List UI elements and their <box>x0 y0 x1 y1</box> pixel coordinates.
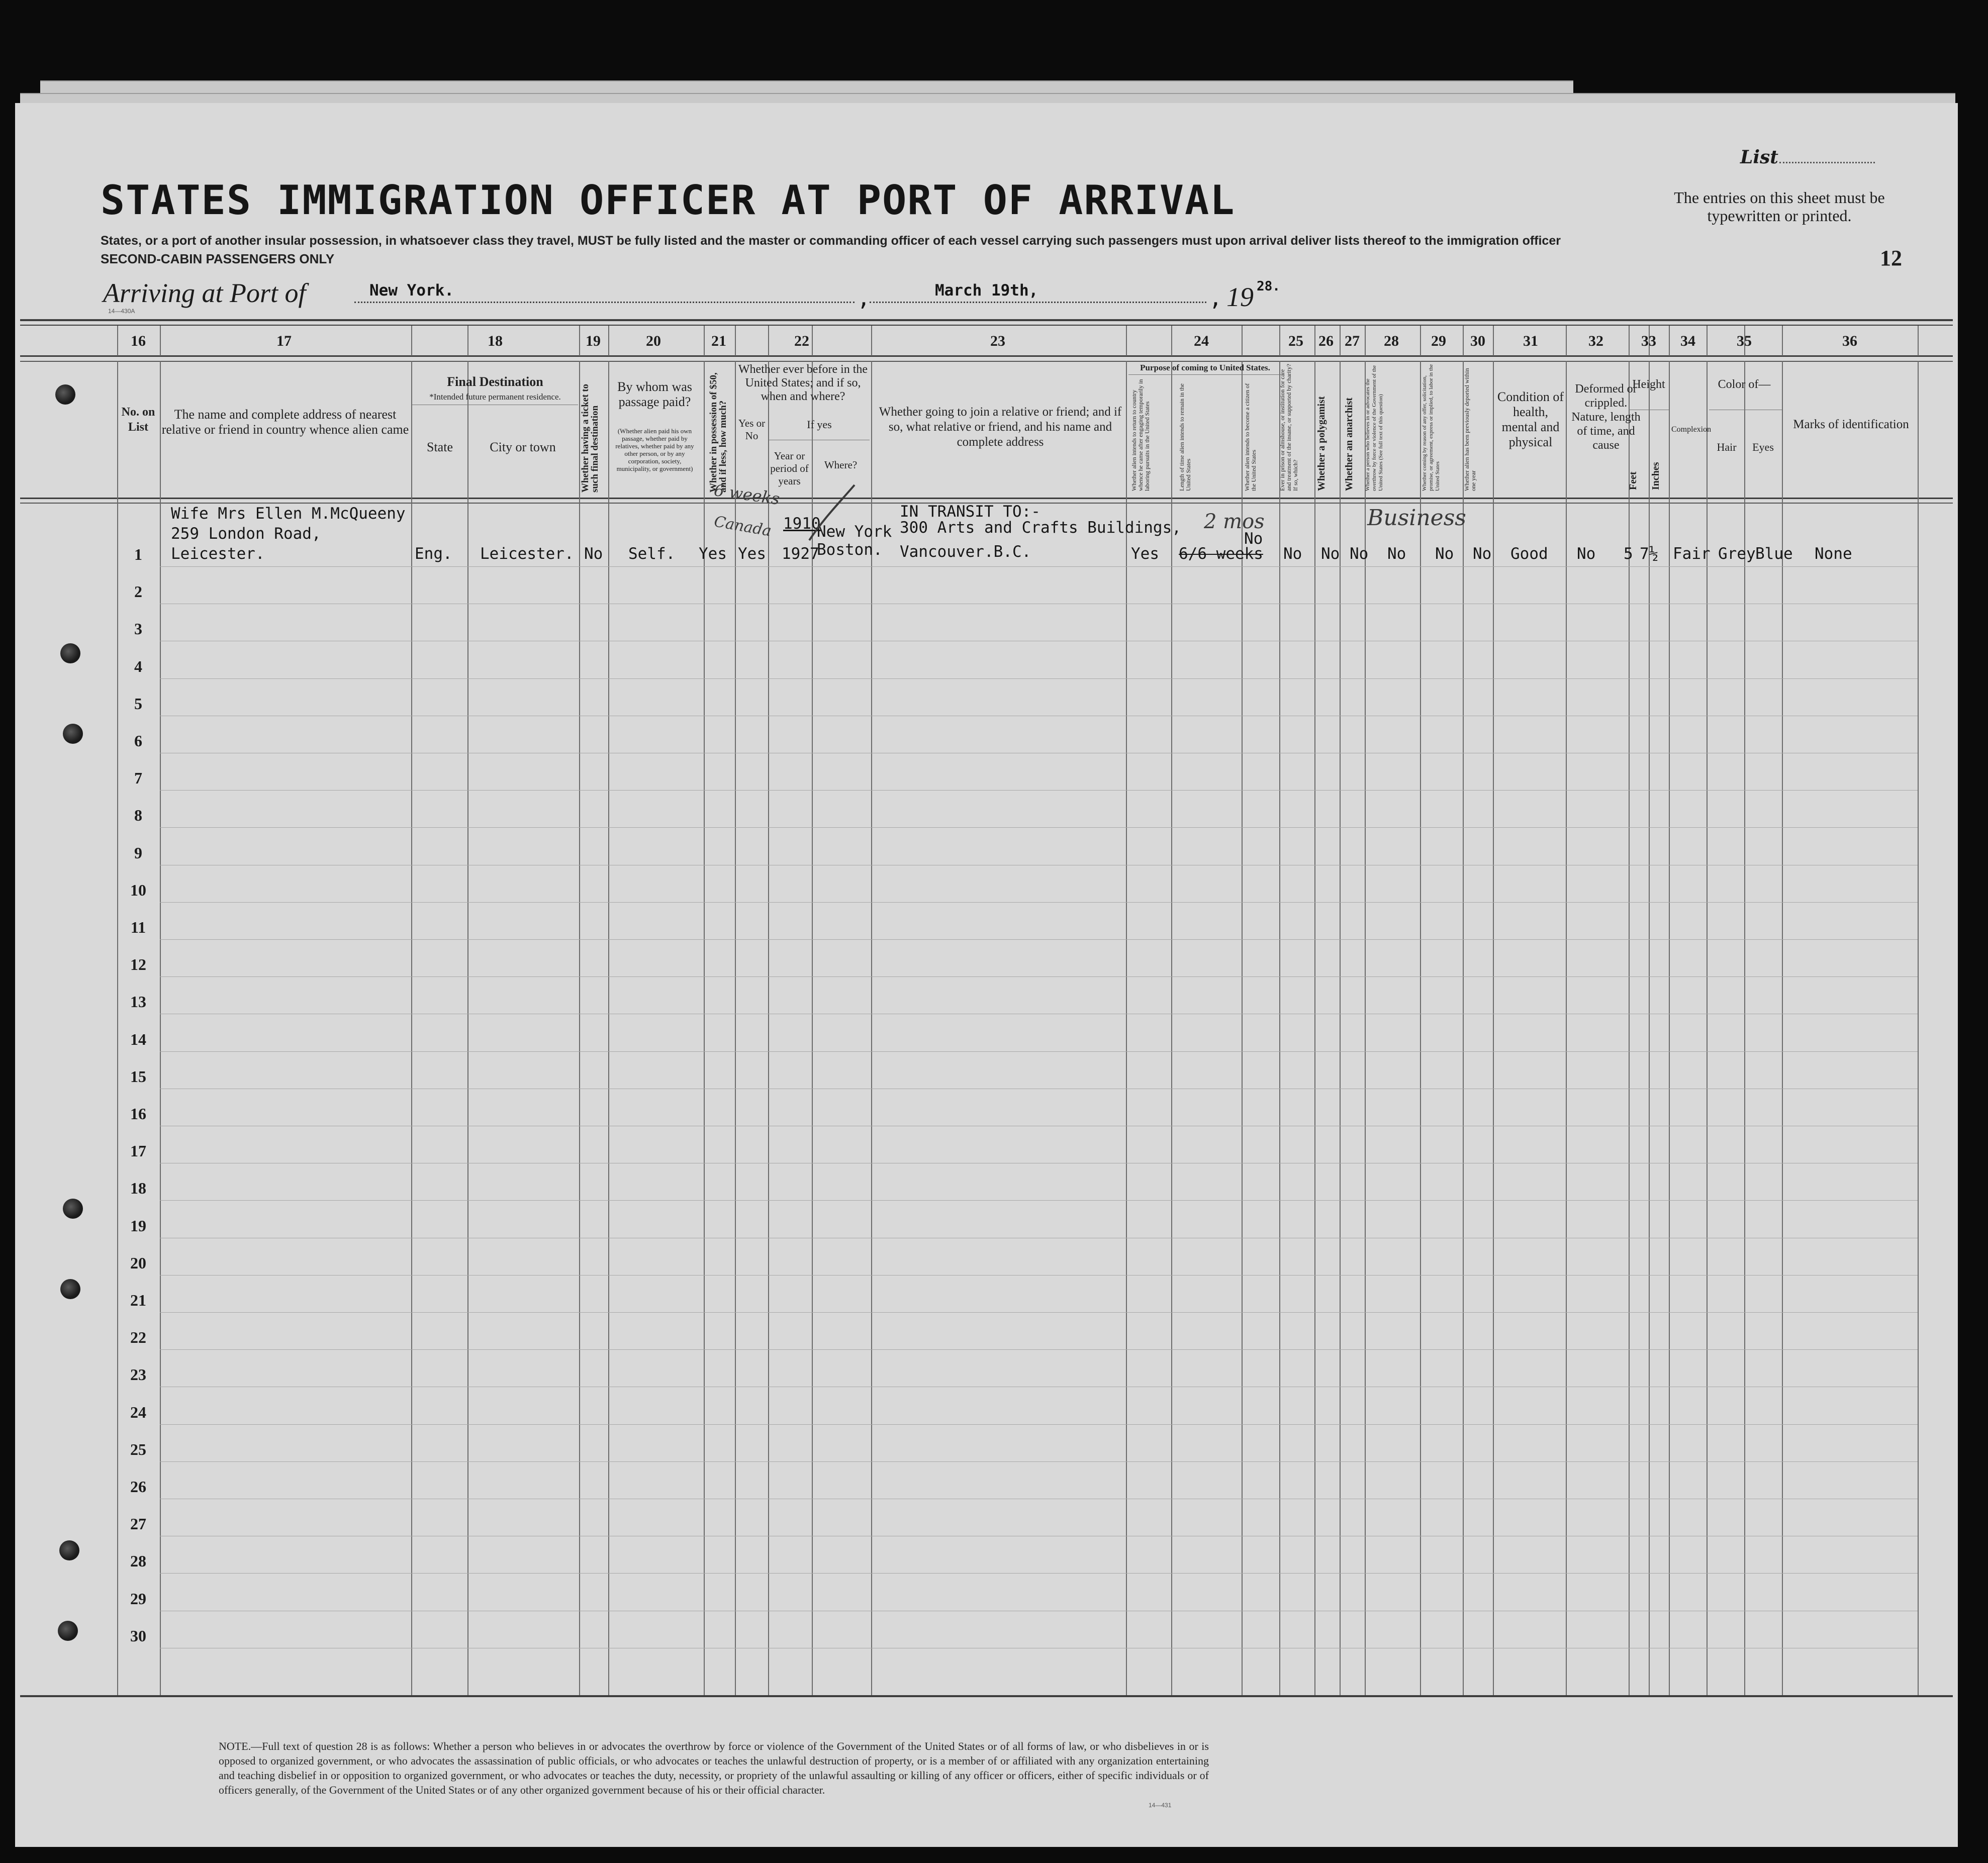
form-number-bottom: 14—431 <box>1149 1802 1172 1809</box>
row-number: 29 <box>130 1589 146 1608</box>
purpose-return-value: Yes <box>1131 545 1159 563</box>
header-c33: Height <box>1632 378 1665 391</box>
row-number: 6 <box>134 732 142 750</box>
c29-value: No <box>1435 545 1454 563</box>
top-rule <box>20 319 1953 321</box>
column-divider <box>735 361 736 1695</box>
column-divider <box>1566 361 1567 1695</box>
c30-value: No <box>1473 545 1492 563</box>
row-number: 15 <box>130 1067 146 1086</box>
class-line: SECOND-CABIN PASSENGERS ONLY <box>101 251 335 266</box>
joining-line-1: IN TRANSIT TO:- <box>900 503 1040 521</box>
c26-value: No <box>1321 545 1340 563</box>
relative-line-1: Wife Mrs Ellen M.McQueeny <box>171 505 406 523</box>
row-number: 23 <box>130 1365 146 1384</box>
complexion-value: Fair <box>1673 545 1711 563</box>
column-number: 26 <box>1318 333 1334 349</box>
header-state: State <box>427 440 453 454</box>
row-number: 20 <box>130 1253 146 1272</box>
list-label: List <box>1740 147 1778 168</box>
binder-hole <box>58 1621 78 1641</box>
purpose-rule <box>1128 374 1282 375</box>
binder-hole <box>55 384 75 405</box>
binder-hole <box>63 724 83 744</box>
relative-line-3: Leicester. <box>171 545 265 563</box>
header-purpose-return: Whether alien intends to return to country whence he came after engaging temporarily in laboring pursuits in the United States <box>1130 379 1151 491</box>
colnum-rule <box>20 355 1953 357</box>
colnum-divider <box>608 326 609 356</box>
health-value: Good <box>1510 545 1548 563</box>
row-number: 11 <box>130 918 146 936</box>
port-field-line <box>354 302 855 303</box>
header-no-on-list: No. on List <box>121 406 155 434</box>
colnum-divider <box>1669 326 1670 356</box>
date-field-line <box>870 302 1206 303</box>
column-number: 22 <box>794 333 809 349</box>
row-number: 30 <box>130 1626 146 1645</box>
colnum-divider <box>1493 326 1494 356</box>
colnum-divider <box>735 326 736 356</box>
header-c35: Color of— <box>1718 378 1771 391</box>
column-number: 23 <box>990 333 1005 349</box>
row-divider <box>160 1275 1918 1276</box>
row-divider <box>160 976 1918 977</box>
row-divider <box>160 1461 1918 1462</box>
row-number: 22 <box>130 1328 146 1347</box>
purpose-length-value: 6/6 weeks <box>1179 545 1263 563</box>
ticket-value: No <box>584 545 603 563</box>
header-c34: Complexion <box>1671 425 1712 434</box>
column-divider <box>1493 361 1494 1695</box>
colnum-divider <box>1918 326 1919 356</box>
column-divider <box>1420 361 1421 1695</box>
manifest-sheet <box>15 103 1958 1847</box>
relative-line-2: 259 London Road, <box>171 525 321 543</box>
colnum-divider <box>1782 326 1783 356</box>
column-number: 31 <box>1523 333 1538 349</box>
row-number: 1 <box>134 545 142 563</box>
c27-value: No <box>1350 545 1369 563</box>
column-number: 21 <box>711 333 726 349</box>
colnum-divider <box>1340 326 1341 356</box>
colnum-divider <box>1126 326 1127 356</box>
form-number-top: 14—430A <box>108 308 135 315</box>
deformed-value: No <box>1577 545 1596 563</box>
colnum-divider <box>704 326 705 356</box>
header-final-destination: Final Destination <box>447 374 543 389</box>
column-number: 30 <box>1470 333 1485 349</box>
column-number: 20 <box>646 333 661 349</box>
column-number: 28 <box>1384 333 1399 349</box>
c25-value: No <box>1283 545 1302 563</box>
list-number-field <box>1779 162 1875 163</box>
purpose-citizen-value: No <box>1244 530 1263 548</box>
row-number: 25 <box>130 1440 146 1458</box>
header-joining: Whether going to join a relative or friend; and if so, what relative or friend, and his name and complete address <box>879 405 1122 449</box>
eyes-value: Blue <box>1755 545 1793 563</box>
colnum-divider <box>1279 326 1280 356</box>
header-c25: Ever in prison or almshouse, or institution for care and treatment of the insane, or supported by charity? If so, which? <box>1279 364 1299 491</box>
handwritten-business: Business <box>1367 505 1466 531</box>
column-divider <box>1669 361 1670 1695</box>
column-divider <box>579 361 580 1695</box>
header-bottom-rule <box>20 498 1953 499</box>
row-divider <box>160 566 1918 567</box>
row-divider <box>160 1200 1918 1201</box>
row-number: 24 <box>130 1403 146 1421</box>
header-subtitle: States, or a port of another insular possession, in whatsoever class they travel, MUST be fully listed and the master or commanding officer of each vessel carrying such passengers must upon arrival deliver lists thereof to the immigration officer <box>101 234 1561 248</box>
row-divider <box>160 1349 1918 1350</box>
row-number: 13 <box>130 993 146 1011</box>
row-number: 19 <box>130 1216 146 1235</box>
where-2-value: Boston. <box>817 541 883 559</box>
column-divider <box>1918 361 1919 1695</box>
header-c31: Condition of health, mental and physical <box>1497 389 1564 449</box>
passage-value: Self. <box>628 545 676 563</box>
year-2-value: 1927 <box>782 545 819 563</box>
colnum-rule-2 <box>20 361 1953 362</box>
comma-mark: , <box>1209 285 1222 311</box>
row-divider <box>160 1424 1918 1425</box>
binder-hole <box>59 1540 79 1560</box>
arriving-label: Arriving at Port of <box>103 278 306 308</box>
row-number: 28 <box>130 1552 146 1571</box>
header-c28: Whether a person who believes in or advocates the overthrow by force or violence of the Government of the United States (See full text of this question) <box>1365 365 1384 491</box>
header-c29: Whether coming by reason of any offer, solicitation, promise, or agreement, express or implied, to labor in the United States <box>1422 364 1441 491</box>
row-number: 17 <box>130 1142 146 1160</box>
header-c33-inches: Inches <box>1650 462 1661 490</box>
header-passage-note: (Whether alien paid his own passage, whether paid by relatives, whether paid by any other person, or by any corporation, society, municipality, or government) <box>615 427 694 472</box>
where-1-value: New York <box>817 523 892 541</box>
colnum-divider <box>1242 326 1243 356</box>
column-divider <box>1171 361 1172 1695</box>
year-1-value: 1910 <box>783 515 821 533</box>
column-number: 19 <box>586 333 601 349</box>
colnum-divider <box>768 326 769 356</box>
colnum-divider <box>1566 326 1567 356</box>
colnum-divider <box>411 326 412 356</box>
header-c30: Whether alien has been previously deported within one year <box>1463 368 1477 491</box>
header-before-us: Whether ever before in the United States; and if so, when and where? <box>738 363 868 403</box>
hair-value: Grey <box>1718 545 1756 563</box>
date-value: March 19th, <box>935 281 1038 300</box>
column-number: 16 <box>131 333 146 349</box>
comma-mark: , <box>857 285 871 311</box>
header-c27: Whether an anarchist <box>1344 398 1355 491</box>
handwritten-canada: Canada <box>712 513 773 540</box>
header-relative: The name and complete address of nearest relative or friend in country whence alien came <box>161 407 409 437</box>
row-number: 26 <box>130 1478 146 1496</box>
joining-line-3: Vancouver.B.C. <box>900 543 1031 561</box>
header-purpose-length: Length of time alien intends to remain in the United States <box>1178 383 1192 491</box>
header-if-yes: If yes <box>807 418 832 431</box>
header-purpose: Purpose of coming to United States. <box>1140 363 1270 372</box>
column-number: 27 <box>1345 333 1360 349</box>
column-divider <box>1463 361 1464 1695</box>
header-final-destination-note: *Intended future permanent residence. <box>429 392 561 402</box>
column-number: 36 <box>1842 333 1857 349</box>
header-c35-hair: Hair <box>1717 441 1737 453</box>
column-divider <box>608 361 609 1695</box>
inches-value: 7½ <box>1640 545 1659 563</box>
row-divider <box>160 790 1918 791</box>
row-divider <box>160 827 1918 828</box>
colnum-divider <box>1463 326 1464 356</box>
header-c26: Whether a polygamist <box>1316 396 1327 491</box>
header-city: City or town <box>490 440 556 454</box>
colnum-divider <box>812 326 813 356</box>
binder-hole <box>60 643 80 663</box>
row-number: 21 <box>130 1291 146 1309</box>
row-number: 9 <box>134 843 142 862</box>
row-divider <box>160 678 1918 679</box>
colnum-divider <box>1365 326 1366 356</box>
column-number: 24 <box>1194 333 1209 349</box>
page-title: STATES IMMIGRATION OFFICER AT PORT OF ARRIVAL <box>101 177 1236 224</box>
column-number: 29 <box>1431 333 1446 349</box>
column-number: 34 <box>1680 333 1695 349</box>
header-yes-no: Yes or No <box>738 417 766 442</box>
row-number: 7 <box>134 769 142 788</box>
header-c33-feet: Feet <box>1628 471 1639 490</box>
column-divider <box>1126 361 1127 1695</box>
handwritten-mos: 2 mos <box>1204 510 1265 533</box>
colnum-divider <box>1707 326 1708 356</box>
table-bottom-rule <box>20 1695 1953 1697</box>
colnum-divider <box>117 326 118 356</box>
column-divider <box>768 361 769 1695</box>
header-year-period: Year or period of years <box>770 450 809 487</box>
column-divider <box>411 361 412 1695</box>
colnum-divider <box>1420 326 1421 356</box>
colnum-divider <box>160 326 161 356</box>
binder-hole <box>60 1279 80 1299</box>
column-number: 18 <box>488 333 503 349</box>
column-divider <box>1279 361 1280 1695</box>
port-value: New York. <box>369 281 454 300</box>
colnum-divider <box>871 326 872 356</box>
top-rule-2 <box>20 325 1953 326</box>
header-c32: Deformed or crippled. Nature, length of time, and cause <box>1571 382 1641 452</box>
header-purpose-citizen: Whether alien intends to become a citizen of the United States <box>1244 383 1257 491</box>
colnum-divider <box>579 326 580 356</box>
colnum-divider <box>467 326 468 356</box>
column-divider <box>1314 361 1315 1695</box>
state-value: Eng. <box>415 545 452 563</box>
row-divider <box>160 939 1918 940</box>
row-divider <box>160 1051 1918 1052</box>
row-divider <box>160 1312 1918 1313</box>
row-number: 5 <box>134 694 142 713</box>
feet-value: 5 <box>1624 545 1633 563</box>
row-number: 27 <box>130 1515 146 1533</box>
joining-line-2: 300 Arts and Crafts Buildings, <box>900 519 1181 537</box>
binder-hole <box>63 1199 83 1219</box>
column-number: 32 <box>1588 333 1603 349</box>
row-number: 12 <box>130 955 146 974</box>
column-number: 33 <box>1641 333 1656 349</box>
footer-note: NOTE.—Full text of question 28 is as follows: Whether a person who believes in or advocates the overthrow by force or violence of the Government of the United States or of all forms of law, or who disbelieves in or is opposed to organized government, or who advocates the assassination of public officials, or who advocates or teaches the unlawful destruction of property, or is a member of or affiliated with any organization entertaining and teaching disbelief in or opposition to organized government, or who advocates or teaches the duty, necessity, or propriety of the unlawful assaulting or killing of any officer or officers, either of specific individuals or of officers generally, of the Government of the United States or of any other organized government because of his or their official character. <box>219 1740 1209 1796</box>
column-divider <box>467 361 468 1695</box>
c28-value: No <box>1387 545 1406 563</box>
row-divider <box>160 1573 1918 1574</box>
row-divider <box>160 902 1918 903</box>
row-number: 8 <box>134 806 142 825</box>
column-divider <box>160 361 161 1695</box>
colnum-divider <box>1171 326 1172 356</box>
year-prefix: 19 <box>1226 282 1254 312</box>
header-c36: Marks of identification <box>1793 418 1909 431</box>
row-number: 16 <box>130 1105 146 1123</box>
row-number: 18 <box>130 1179 146 1198</box>
row-number: 3 <box>134 620 142 638</box>
handwritten-weeks: 6 weeks <box>712 480 781 509</box>
column-divider <box>871 361 872 1695</box>
column-number: 35 <box>1737 333 1752 349</box>
row-number: 14 <box>130 1030 146 1048</box>
column-number: 25 <box>1288 333 1303 349</box>
header-where: Where? <box>824 459 858 471</box>
year-suffix: 28. <box>1257 279 1280 294</box>
handwritten-stroke <box>804 482 865 548</box>
entries-note: The entries on this sheet must be typewritten or printed. <box>1674 188 1885 225</box>
sheet-number: 12 <box>1880 246 1902 270</box>
column-number: 17 <box>276 333 292 349</box>
colnum-divider <box>1629 326 1630 356</box>
city-value: Leicester. <box>480 545 574 563</box>
before-value: Yes <box>738 545 766 563</box>
row-number: 10 <box>130 880 146 899</box>
marks-value: None <box>1815 545 1852 563</box>
colnum-divider <box>1314 326 1315 356</box>
header-passage: By whom was passage paid? <box>617 379 692 409</box>
row-number: 4 <box>134 657 142 675</box>
header-money: Whether in possession of $50, and if less, how much? <box>708 372 728 493</box>
header-ticket: Whether having a ticket to such final destination <box>580 383 600 493</box>
header-c35-eyes: Eyes <box>1752 441 1774 453</box>
row-number: 2 <box>134 582 142 601</box>
money-value: Yes <box>699 545 727 563</box>
